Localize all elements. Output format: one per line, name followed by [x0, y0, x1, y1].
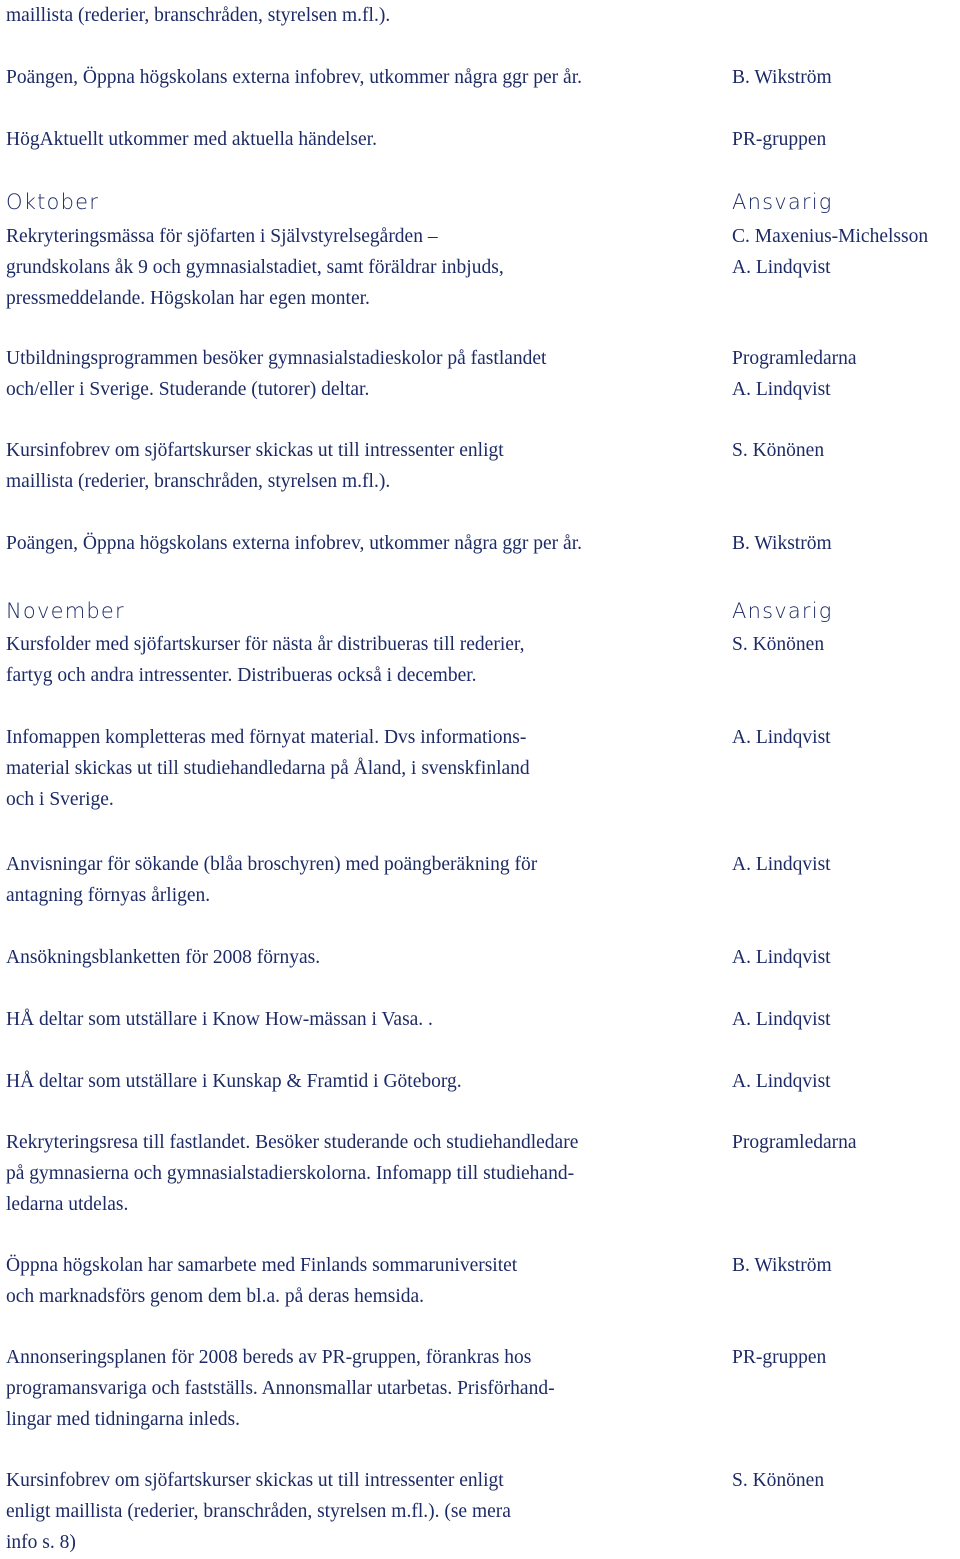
activity-line: Öppna högskolan har samarbete med Finlands sommaruniversitet — [6, 1255, 518, 1276]
activity-line: HögAktuellt utkommer med aktuella händelser. — [6, 129, 377, 150]
activity-line: pressmeddelande. Högskolan har egen monter. — [6, 288, 370, 309]
activity-text — [6, 629, 525, 691]
activity-text — [6, 528, 582, 559]
activity-line: Annonseringsplanen för 2008 bereds av PR-gruppen, förankras hos — [6, 1347, 532, 1368]
activity-line: och marknadsförs genom dem bl.a. på deras hemsida. — [6, 1286, 425, 1307]
activity-line: Rekryteringsmässa för sjöfarten i Självstyrelsegården – — [6, 226, 438, 247]
activity-text — [6, 722, 530, 815]
activity-text — [6, 221, 504, 314]
responsible-person — [732, 722, 831, 753]
responsible-name: A. Lindqvist — [732, 1009, 831, 1030]
activity-line: enligt maillista (rederier, branschråden, styrelsen m.fl.). (se mera — [6, 1501, 511, 1522]
activity-line: Infomappen kompletteras med förnyat material. Dvs informations- — [6, 727, 527, 748]
responsible-person — [732, 343, 857, 405]
responsible-person — [732, 1465, 824, 1496]
activity-text — [6, 0, 390, 31]
activity-text — [6, 942, 320, 973]
responsible-name: B. Wikström — [732, 1255, 832, 1276]
responsible-person — [732, 528, 832, 559]
responsible-name: Programledarna — [732, 1132, 857, 1153]
responsible-name: S. Könönen — [732, 634, 825, 655]
activity-line: på gymnasierna och gymnasialstadierskolorna. Infomapp till studiehand- — [6, 1163, 575, 1184]
responsible-name: B. Wikström — [732, 67, 832, 88]
responsible-name: A. Lindqvist — [732, 727, 831, 748]
activity-line: Kursinfobrev om sjöfartskurser skickas ut till intressenter enligt — [6, 1470, 504, 1491]
section-heading: Oktober — [6, 190, 100, 214]
responsible-heading: Ansvarig — [732, 190, 833, 214]
activity-text — [6, 343, 546, 405]
activity-line: maillista (rederier, branschråden, styrelsen m.fl.). — [6, 5, 391, 26]
activity-text — [6, 124, 377, 155]
activity-text — [6, 1342, 555, 1435]
responsible-person — [732, 1004, 831, 1035]
responsible-heading: Ansvarig — [732, 599, 833, 623]
activity-text — [6, 1004, 433, 1035]
responsible-person — [732, 1342, 826, 1373]
activity-line: antagning förnyas årligen. — [6, 885, 211, 906]
responsible-person — [732, 221, 928, 283]
activity-line: maillista (rederier, branschråden, styrelsen m.fl.). — [6, 471, 391, 492]
responsible-person — [732, 62, 832, 93]
activity-line: material skickas ut till studiehandledarna på Åland, i svenskfinland — [6, 758, 530, 779]
activity-line: Anvisningar för sökande (blåa broschyren) med poängberäkning för — [6, 854, 538, 875]
activity-line: fartyg och andra intressenter. Distribueras också i december. — [6, 665, 477, 686]
responsible-person — [732, 435, 824, 466]
activity-line: HÅ deltar som utställare i Know How-mässan i Vasa. . — [6, 1009, 433, 1030]
responsible-name: A. Lindqvist — [732, 379, 831, 400]
activity-line: grundskolans åk 9 och gymnasialstadiet, samt föräldrar inbjuds, — [6, 257, 504, 278]
responsible-person — [732, 849, 831, 880]
responsible-name: S. Könönen — [732, 440, 825, 461]
responsible-name: Programledarna — [732, 348, 857, 369]
responsible-name: PR-gruppen — [732, 1347, 827, 1368]
activity-text — [6, 849, 537, 911]
responsible-name: A. Lindqvist — [732, 854, 831, 875]
activity-line: lingar med tidningarna inleds. — [6, 1409, 240, 1430]
activity-line: Poängen, Öppna högskolans externa infobrev, utkommer några ggr per år. — [6, 533, 582, 554]
responsible-name: B. Wikström — [732, 533, 832, 554]
responsible-person — [732, 124, 826, 155]
responsible-name: S. Könönen — [732, 1470, 825, 1491]
activity-line: Kursinfobrev om sjöfartskurser skickas ut till intressenter enligt — [6, 440, 504, 461]
responsible-name: A. Lindqvist — [732, 1071, 831, 1092]
activity-line: programansvariga och fastställs. Annonsmallar utarbetas. Prisförhand- — [6, 1378, 555, 1399]
activity-text — [6, 1250, 517, 1312]
responsible-name: A. Lindqvist — [732, 947, 831, 968]
activity-line: HÅ deltar som utställare i Kunskap & Framtid i Göteborg. — [6, 1071, 462, 1092]
activity-line: och/eller i Sverige. Studerande (tutorer) deltar. — [6, 379, 370, 400]
activity-line: info s. 8) — [6, 1532, 76, 1553]
responsible-name: C. Maxenius-Michelsson — [732, 226, 929, 247]
responsible-name: PR-gruppen — [732, 129, 827, 150]
responsible-name: A. Lindqvist — [732, 257, 831, 278]
responsible-person — [732, 1250, 832, 1281]
activity-text — [6, 1066, 462, 1097]
activity-text — [6, 1127, 578, 1220]
responsible-person — [732, 1066, 831, 1097]
activity-line: och i Sverige. — [6, 789, 114, 810]
activity-line: Rekryteringsresa till fastlandet. Besöker studerande och studiehandledare — [6, 1132, 579, 1153]
activity-line: Utbildningsprogrammen besöker gymnasialstadieskolor på fastlandet — [6, 348, 547, 369]
activity-text — [6, 62, 582, 93]
responsible-person — [732, 1127, 857, 1158]
activity-line: Kursfolder med sjöfartskurser för nästa år distribueras till rederier, — [6, 634, 525, 655]
activity-text — [6, 1465, 511, 1558]
responsible-person — [732, 942, 831, 973]
activity-line: ledarna utdelas. — [6, 1194, 129, 1215]
section-heading: November — [6, 599, 125, 623]
activity-line: Ansökningsblanketten för 2008 förnyas. — [6, 947, 321, 968]
activity-text — [6, 435, 504, 497]
responsible-person — [732, 629, 824, 660]
activity-line: Poängen, Öppna högskolans externa infobrev, utkommer några ggr per år. — [6, 67, 582, 88]
